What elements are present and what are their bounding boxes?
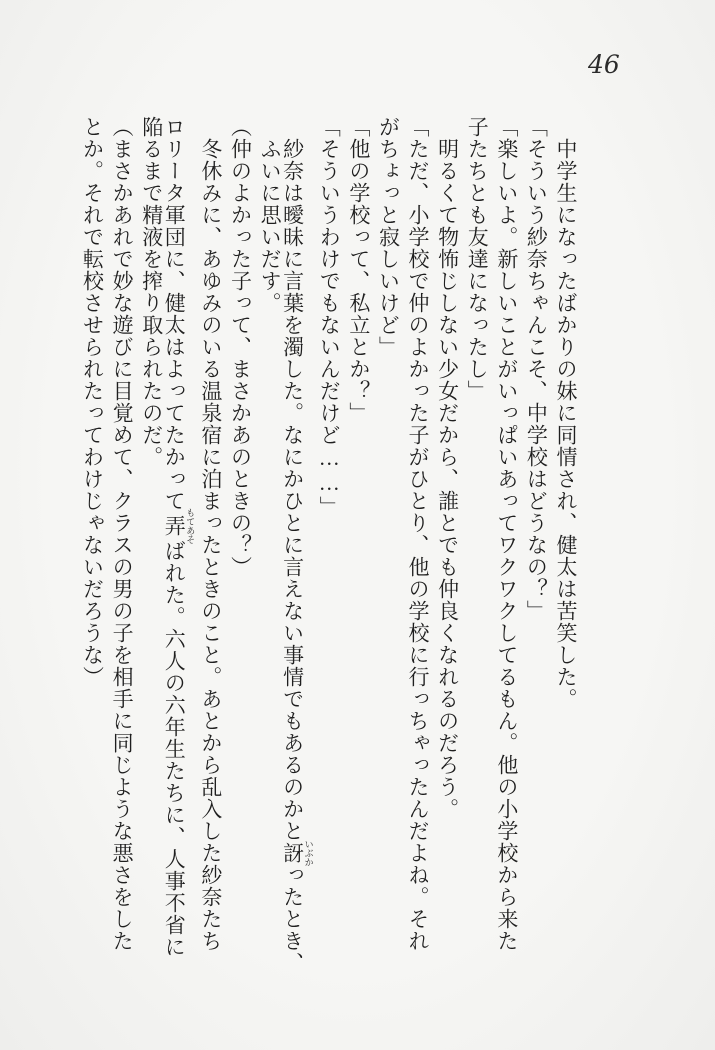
text-line: 明るくて物怖じしない少女だから、誰とでも仲良くなれるのだろう。 [435, 138, 460, 820]
text-line: 紗奈は曖昧に言葉を濁した。なにかひとに言えない事情でもあるのかと訝 いぶかったとき、 [280, 138, 314, 974]
text-line: 「他の学校って、私立とか？」 [346, 116, 371, 424]
text-line: がちょっと寂しいけど」 [376, 116, 401, 358]
text-line: 中学生になったばかりの妹に同情され、健太は苦笑した。 [554, 138, 578, 710]
text-line: （仲のよかった子って、まさかあのときの？） [228, 116, 253, 578]
text-line: とか。それで転校させられたってわけじゃないだろうな） [80, 116, 105, 688]
ruby-annotation: 訝 いぶか [280, 839, 314, 867]
text-line: 「ただ、小学校で仲のよかった子がひとり、他の学校に行っちゃったんだよね。それ [406, 116, 431, 952]
text-line: ロリータ軍団に、健太はよってたかって弄 もてあそばれた。六人の六年生たちに、人事不省に [162, 116, 196, 958]
page-number: 46 [588, 50, 620, 79]
text-line: 「楽しいよ。新しいことがいっぱいあってワクワクしてるもん。他の小学校から来た [494, 116, 519, 952]
text-block [74, 116, 580, 974]
text-line: ふいに思いだす。 [258, 138, 283, 314]
text-line: 「そういう紗奈ちゃんこそ、中学校はどうなの？」 [524, 116, 549, 622]
text-line: 陥るまで精液を搾り取られたのだ。 [139, 116, 164, 468]
text-line: 子たちとも友達になったし」 [465, 116, 490, 402]
text-line: （まさかあれで妙な遊びに目覚めて、クラスの男の子を相手に同じような悪さをした [110, 116, 135, 952]
ruby-annotation: 弄 もてあそ [162, 508, 196, 544]
text-line: 冬休みに、あゆみのいる温泉宿に泊まったときのこと。あとから乱入した紗奈たち [198, 138, 223, 952]
text-line: 「そういうわけでもないんだけど……」 [317, 116, 342, 518]
